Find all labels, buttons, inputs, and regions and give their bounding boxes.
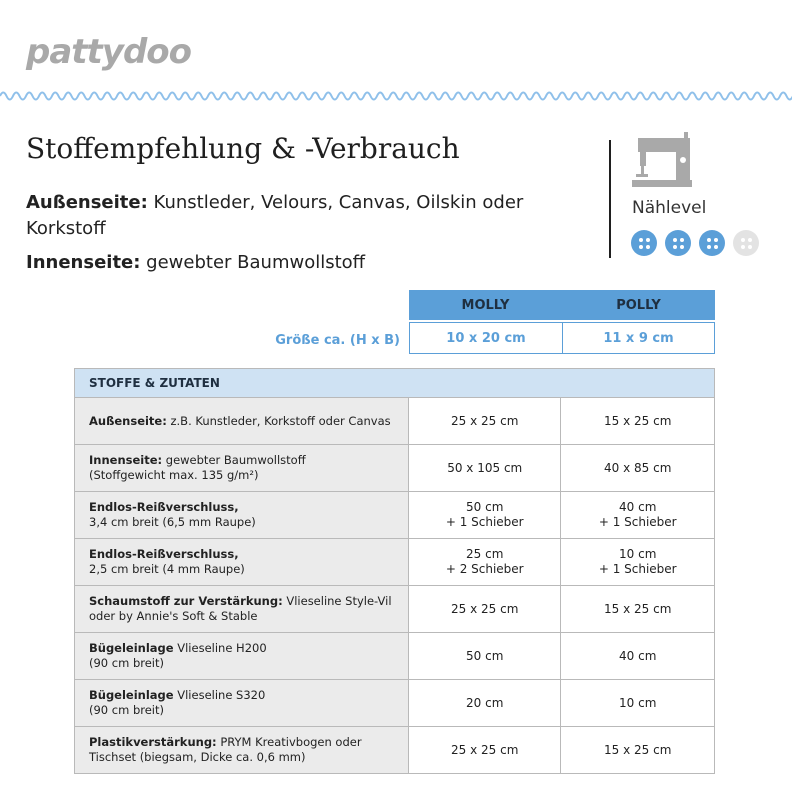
amount-polly xyxy=(561,680,714,726)
amount-molly xyxy=(409,398,562,444)
material-detail: Vlieseline S320 xyxy=(173,688,266,702)
material-name: Schaumstoff zur Verstärkung: xyxy=(89,594,283,608)
material-detail: z.B. Kunstleder, Korkstoff oder Canvas xyxy=(166,413,391,428)
sewing-machine-icon xyxy=(630,130,696,190)
amount-line: 25 x 25 cm xyxy=(451,601,519,616)
pattydoo-logo: pattydoo xyxy=(26,32,192,72)
materials-table xyxy=(74,368,715,774)
sewing-button-icon xyxy=(733,230,759,256)
divider-line xyxy=(609,140,611,258)
material-name: Plastikverstärkung: xyxy=(89,735,217,749)
amount-molly xyxy=(409,586,562,632)
skill-level-label: Nählevel xyxy=(632,198,707,218)
amount-polly xyxy=(561,492,714,538)
inner-fabric-value: gewebter Baumwollstoff xyxy=(140,252,366,273)
amount-molly xyxy=(409,633,562,679)
material-description xyxy=(75,727,409,773)
amount-line: + 2 Schieber xyxy=(445,562,524,576)
amount-molly xyxy=(409,727,562,773)
amount-polly xyxy=(561,727,714,773)
sewing-button-icon xyxy=(631,230,657,256)
material-description xyxy=(75,445,409,491)
sewing-button-icon xyxy=(699,230,725,256)
amount-polly xyxy=(561,398,714,444)
material-name: Bügeleinlage xyxy=(89,688,174,702)
amount-molly xyxy=(409,680,562,726)
amount-line: 15 x 25 cm xyxy=(604,742,672,757)
amount-line: + 1 Schieber xyxy=(598,562,677,576)
sewing-button-icon xyxy=(665,230,691,256)
material-detail: PRYM Kreativbogen oder xyxy=(216,735,362,749)
material-description xyxy=(75,398,409,444)
amount-molly xyxy=(409,445,562,491)
material-name: Endlos-Reißverschluss, xyxy=(89,500,239,514)
outer-fabric-info xyxy=(26,190,566,242)
amount-line: 40 x 85 cm xyxy=(604,460,672,475)
amount-line: 25 x 25 cm xyxy=(451,742,519,757)
material-description xyxy=(75,539,409,585)
amount-line: 40 cm xyxy=(619,648,657,663)
amount-line: 25 x 25 cm xyxy=(451,413,519,428)
amount-line: 50 cm xyxy=(466,648,504,663)
material-detail: 3,4 cm breit (6,5 mm Raupe) xyxy=(89,515,256,529)
amount-polly xyxy=(561,633,714,679)
amount-line: 50 x 105 cm xyxy=(447,460,523,475)
amount-line: 50 cm xyxy=(466,500,504,514)
table-row xyxy=(75,727,714,773)
wave-divider xyxy=(0,86,792,106)
table-row xyxy=(75,539,714,586)
section-header: STOFFE & ZUTATEN xyxy=(75,369,714,398)
column-header-polly: POLLY xyxy=(562,290,715,320)
table-row xyxy=(75,398,714,445)
inner-fabric-info xyxy=(26,250,365,276)
amount-line: + 1 Schieber xyxy=(445,515,524,529)
amount-line: 20 cm xyxy=(466,695,504,710)
material-detail: Vlieseline Style-Vil xyxy=(282,594,392,608)
material-description xyxy=(75,586,409,632)
amount-line: 10 cm xyxy=(619,547,657,561)
amount-polly xyxy=(561,445,714,491)
size-label: Größe ca. (H x B) xyxy=(275,333,400,348)
material-name: Endlos-Reißverschluss, xyxy=(89,547,239,561)
amount-line: 40 cm xyxy=(619,500,657,514)
material-name: Innenseite: xyxy=(89,453,163,467)
amount-polly xyxy=(561,586,714,632)
material-description xyxy=(75,680,409,726)
material-detail: (90 cm breit) xyxy=(89,656,164,670)
material-name: Bügeleinlage xyxy=(89,641,174,655)
amount-line: 15 x 25 cm xyxy=(604,601,672,616)
material-detail: gewebter Baumwollstoff xyxy=(162,453,306,467)
page-title: Stoffempfehlung & -Verbrauch xyxy=(26,132,460,165)
skill-level-rating xyxy=(631,230,759,256)
outer-fabric-label: Außenseite: xyxy=(26,192,148,213)
amount-line: 10 cm xyxy=(619,695,657,710)
amount-polly xyxy=(561,539,714,585)
amount-line: 15 x 25 cm xyxy=(604,413,672,428)
column-header-molly: MOLLY xyxy=(409,290,562,320)
material-description xyxy=(75,492,409,538)
table-row xyxy=(75,492,714,539)
size-polly: 11 x 9 cm xyxy=(562,322,715,354)
table-row xyxy=(75,586,714,633)
amount-line: 25 cm xyxy=(466,547,504,561)
material-detail: (90 cm breit) xyxy=(89,703,164,717)
material-detail: oder by Annie's Soft & Stable xyxy=(89,609,258,623)
material-name: Außenseite: xyxy=(89,413,167,428)
amount-molly xyxy=(409,539,562,585)
material-detail: (Stoffgewicht max. 135 g/m²) xyxy=(89,468,259,482)
inner-fabric-label: Innenseite: xyxy=(26,252,141,273)
amount-molly xyxy=(409,492,562,538)
table-row xyxy=(75,680,714,727)
table-row xyxy=(75,633,714,680)
material-description xyxy=(75,633,409,679)
table-row xyxy=(75,445,714,492)
size-molly: 10 x 20 cm xyxy=(409,322,563,354)
amount-line: + 1 Schieber xyxy=(598,515,677,529)
outer-fabric-value: Kunstleder, Velours, Canvas, Oilskin oder Korkstoff xyxy=(26,192,524,239)
material-detail: Vlieseline H200 xyxy=(173,641,267,655)
material-detail: Tischset (biegsam, Dicke ca. 0,6 mm) xyxy=(89,750,306,764)
material-detail: 2,5 cm breit (4 mm Raupe) xyxy=(89,562,245,576)
